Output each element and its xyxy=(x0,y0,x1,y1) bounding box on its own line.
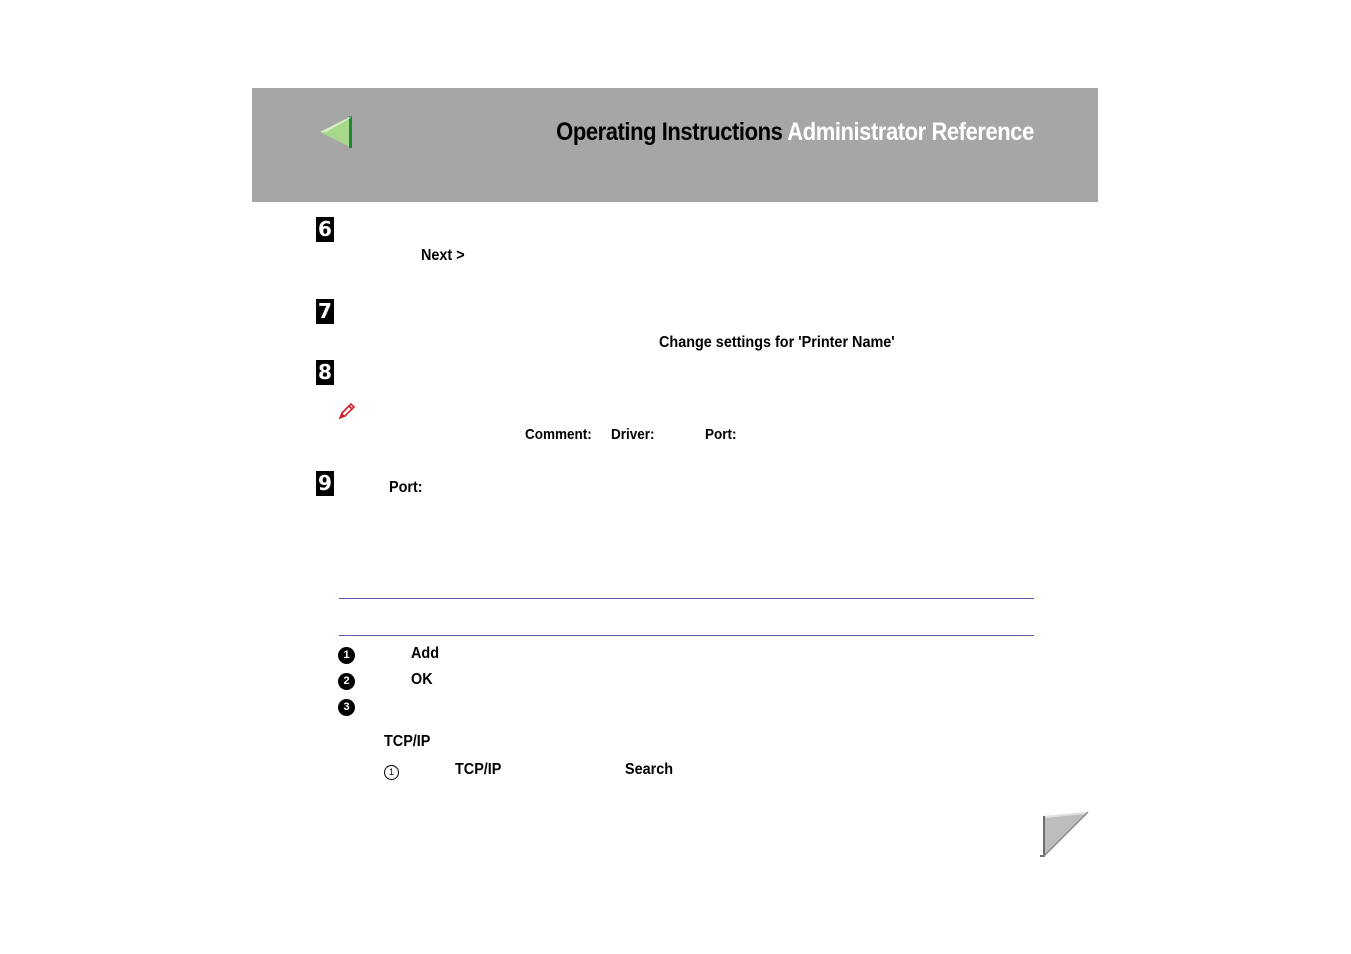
comment-label: Comment: xyxy=(525,426,592,443)
change-settings-label: Change settings for 'Printer Name' xyxy=(659,334,895,351)
page-curl-next-icon[interactable] xyxy=(1038,810,1090,858)
tcpip-item-marker: 1 xyxy=(384,765,399,780)
substep-marker-2: 2 xyxy=(338,673,355,690)
substep-marker-1: 1 xyxy=(338,647,355,664)
port-label: Port: xyxy=(705,426,737,443)
next-button-label: Next > xyxy=(421,247,465,264)
pencil-note-icon xyxy=(338,402,356,420)
add-button-label: Add xyxy=(411,645,439,662)
port-field-label: Port: xyxy=(389,479,423,496)
tcpip-heading: TCP/IP xyxy=(384,733,431,750)
title-main: Operating Instructions xyxy=(556,118,783,146)
driver-label: Driver: xyxy=(611,426,655,443)
step-number-9: 9 xyxy=(316,471,334,496)
search-button-label: Search xyxy=(625,761,674,778)
title-sub: Administrator Reference xyxy=(787,118,1034,146)
back-arrow-icon[interactable] xyxy=(318,114,354,150)
page-title xyxy=(556,118,1034,147)
step-number-8: 8 xyxy=(316,360,334,385)
divider-bottom xyxy=(339,635,1034,636)
ok-button-label: OK xyxy=(411,671,433,688)
step-number-6: 6 xyxy=(316,217,334,242)
step-number-7: 7 xyxy=(316,299,334,324)
substep-marker-3: 3 xyxy=(338,699,355,716)
tcpip-item-label: TCP/IP xyxy=(455,761,502,778)
divider-top xyxy=(339,598,1034,599)
